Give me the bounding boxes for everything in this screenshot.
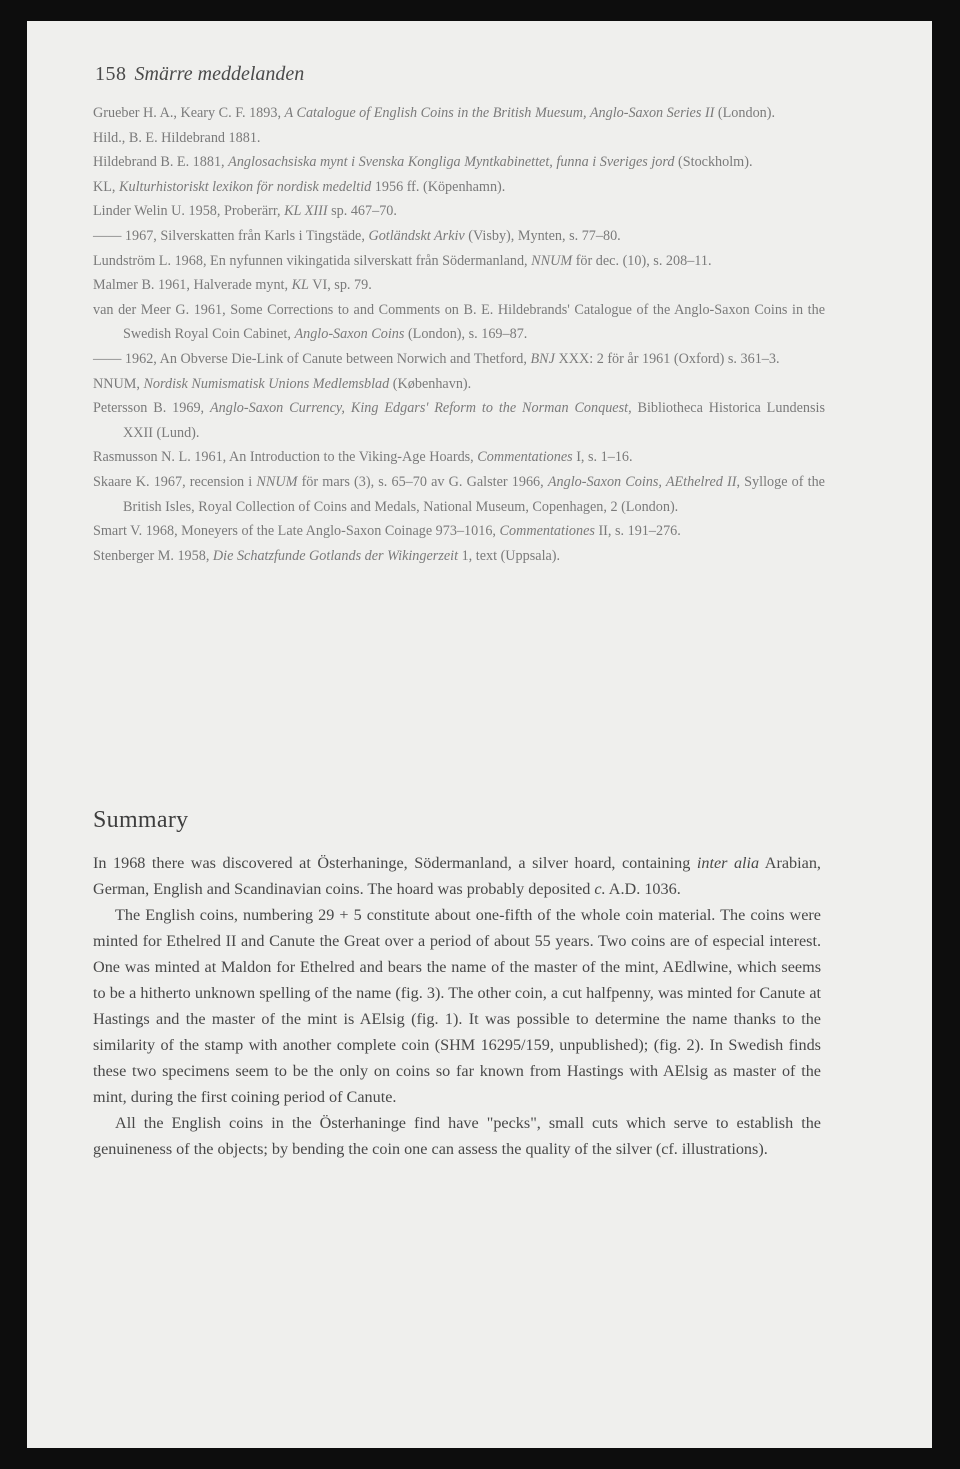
reference-entry	[93, 372, 825, 397]
reference-entry	[93, 126, 825, 151]
reference-list	[93, 101, 825, 568]
text-run: Linder Welin U. 1958, Proberärr,	[93, 203, 285, 220]
reference-entry	[93, 150, 825, 175]
text-run: Smart V. 1968, Moneyers of the Late Anglo-Saxon Coinage 973–1016,	[93, 523, 500, 540]
text-run: Arabian, German, English and Scandinavian coins. The hoard was probably deposited	[93, 854, 821, 898]
book-page	[27, 21, 932, 1448]
italic-text: Commentationes	[477, 449, 573, 466]
italic-text: Gotländskt Arkiv	[368, 227, 465, 244]
text-run: Lundström L. 1968, En nyfunnen vikingatida silverskatt från Södermanland,	[93, 252, 532, 269]
text-run: KL,	[93, 178, 120, 195]
text-run: XXX: 2 för år 1961 (Oxford) s. 361–3.	[554, 350, 780, 367]
italic-text: NNUM	[531, 252, 573, 269]
italic-text: Anglo-Saxon Coins, AEthelred II	[547, 473, 737, 490]
reference-entry	[93, 519, 825, 544]
italic-text: KL XIII	[284, 203, 328, 220]
text-run: (London).	[714, 105, 776, 121]
text-run: (København).	[389, 375, 472, 392]
summary-paragraph	[93, 1110, 821, 1162]
summary-heading: Summary	[93, 807, 189, 833]
summary-body	[93, 850, 821, 1162]
italic-text: Die Schatzfunde Gotlands der Wikingerzeit	[212, 547, 459, 564]
reference-entry	[93, 224, 825, 249]
italic-text: NNUM	[256, 473, 298, 490]
italic-text: inter alia	[696, 854, 760, 872]
text-run: VI, sp. 79.	[308, 277, 372, 294]
italic-text: Anglosachsiska mynt i Svenska Kongliga Myntkabinettet, funna i Sveriges jord	[228, 154, 675, 171]
text-run: NNUM,	[93, 375, 144, 392]
text-run: Petersson B. 1969,	[93, 400, 210, 417]
text-run: Stenberger M. 1958,	[93, 547, 213, 564]
text-run: för dec. (10), s. 208–11.	[572, 252, 712, 269]
text-run: 1956 ff. (Köpenhamn).	[371, 178, 506, 195]
italic-text: KL	[291, 277, 309, 294]
text-run: Malmer B. 1961, Halverade mynt,	[93, 277, 292, 294]
reference-entry	[93, 347, 825, 372]
italic-text: Kulturhistoriskt lexikon för nordisk medeltid	[119, 178, 372, 195]
italic-text: c.	[594, 880, 606, 898]
running-title: Smärre meddelanden	[134, 63, 305, 85]
italic-text: Anglo-Saxon Currency, King Edgars' Reform to the Norman Conquest	[209, 400, 629, 417]
italic-text: Commentationes	[499, 523, 595, 540]
text-run: In 1968 there was discovered at Österhaninge, Södermanland, a silver hoard, containing	[93, 854, 697, 872]
reference-entry	[93, 445, 825, 470]
text-run: Grueber H. A., Keary C. F. 1893,	[93, 105, 285, 121]
text-run: Hildebrand B. E. 1881,	[93, 154, 229, 171]
italic-text: Anglo-Saxon Coins	[294, 326, 405, 343]
text-run: (Stockholm).	[674, 154, 753, 171]
text-run: Rasmusson N. L. 1961, An Introduction to the Viking-Age Hoards,	[93, 449, 478, 466]
text-run: van der Meer G. 1961, Some Corrections to and Comments on B. E. Hildebrands' Catalogue of the Anglo-Saxon Coins in the Swedish Royal Coin Cabinet,	[93, 301, 825, 343]
reference-entry	[93, 273, 825, 298]
italic-text: BNJ	[530, 350, 555, 367]
text-run: för mars (3), s. 65–70 av G. Galster 1966,	[297, 473, 548, 490]
page-number: 158	[95, 63, 127, 85]
reference-entry	[93, 199, 825, 224]
reference-entry	[93, 470, 825, 519]
text-run: sp. 467–70.	[327, 203, 397, 220]
reference-entry	[93, 544, 825, 569]
text-run: Skaare K. 1967, recension i	[93, 473, 257, 490]
text-run: II, s. 191–276.	[594, 523, 681, 540]
text-run: , Sylloge of the British Isles, Royal Collection of Coins and Medals, National Museum, Copenhagen, 2 (London).	[123, 473, 825, 515]
text-run: A.D. 1036.	[605, 880, 681, 898]
text-run: The English coins, numbering 29 + 5 constitute about one-fifth of the whole coin material. The coins were minted for Ethelred II and Canute the Great over a period of about 55 years. Two coins are of especial interest. One was minted at Maldon for Ethelred and bears the name of the master of the mint, AEdlwine, which seems to be a hitherto unknown spelling of the name (fig. 3). The other coin, a cut halfpenny, was minted for Canute at Hastings and the master of the mint is AElsig (fig. 1). It was possible to determine the name thanks to the similarity of the stamp with another complete coin (SHM 16295/159, unpublished); (fig. 2). In Swedish finds these two specimens seem to be the only on coins so far known from Hastings with AElsig as master of the mint, during the first coining period of Canute.	[93, 906, 821, 1106]
text-run: 1, text (Uppsala).	[458, 547, 561, 564]
text-run: All the English coins in the Österhaninge find have "pecks", small cuts which serve to establish the genuineness of the objects; by bending the coin one can assess the quality of the silver (cf. illustrations).	[93, 1114, 821, 1158]
page-header	[95, 63, 304, 86]
text-run: —— 1967, Silverskatten från Karls i Tingstäde,	[93, 227, 369, 244]
reference-entry	[93, 396, 825, 445]
text-run: I, s. 1–16.	[572, 449, 633, 466]
text-run: (Visby), Mynten, s. 77–80.	[464, 227, 621, 244]
text-run: Hild., B. E. Hildebrand 1881.	[93, 129, 261, 146]
reference-entry	[93, 101, 825, 126]
text-run: —— 1962, An Obverse Die-Link of Canute between Norwich and Thetford,	[93, 350, 531, 367]
italic-text: Nordisk Numismatisk Unions Medlemsblad	[143, 375, 390, 392]
text-run: , Bibliotheca Historica Lundensis XXII (Lund).	[123, 400, 826, 441]
text-run: (London), s. 169–87.	[404, 326, 528, 343]
italic-text: A Catalogue of English Coins in the British Muesum, Anglo-Saxon Series II	[284, 105, 715, 121]
summary-paragraph	[93, 850, 821, 902]
reference-entry	[93, 298, 825, 347]
reference-entry	[93, 249, 825, 274]
summary-paragraph	[93, 902, 821, 1110]
reference-entry	[93, 175, 825, 200]
